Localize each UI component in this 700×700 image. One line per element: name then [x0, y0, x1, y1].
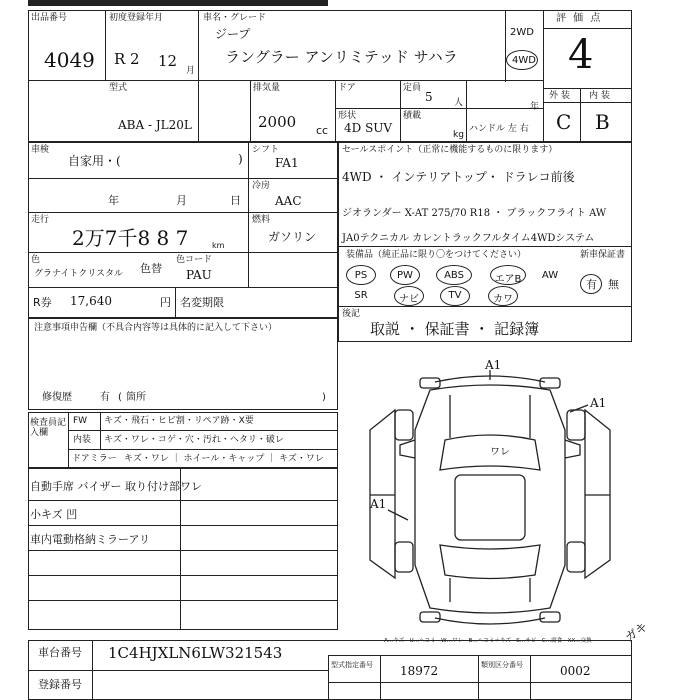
equip-pw[interactable]: PW — [397, 270, 413, 281]
mileage-label: 走行 — [31, 215, 50, 225]
month-sub-label: 月 — [176, 194, 187, 207]
inspection-label: 車検 — [31, 145, 50, 155]
recycle-yen: 円 — [160, 296, 171, 309]
repair-have: 有 — [100, 392, 110, 403]
fuel-label: 燃料 — [252, 215, 271, 225]
circle-navi — [394, 286, 424, 306]
cat-no-label: 類別区分番号 — [481, 661, 523, 669]
listing-no: 4049 — [44, 48, 95, 72]
inspect-row-3-value: キズ・ワレ ｜ ホイール・キャップ ｜ キズ・ワレ — [124, 454, 324, 464]
form-no: 18972 — [400, 664, 439, 678]
ext-grade: C — [556, 110, 572, 134]
inspect-row-2-value: キズ・ワレ・コゲ・穴・汚れ・ヘタリ・破レ — [104, 435, 284, 445]
circle-tv — [440, 286, 470, 306]
int-label: 内 装 — [589, 91, 610, 101]
note-2: 小キズ 凹 — [30, 508, 78, 521]
sales-line-2: ジオランダー X-AT 275/70 R18 ・ ブラックフライト AW — [342, 208, 607, 219]
sales-line-1: 4WD ・ インテリアトップ・ ドラレコ前後 — [342, 170, 575, 184]
score-label: 評 価 点 — [556, 13, 603, 24]
year-sub-label: 年 — [108, 194, 119, 207]
capacity-unit: 人 — [454, 98, 464, 108]
score: 4 — [568, 32, 594, 78]
int-grade: B — [595, 110, 610, 134]
post-value: 取説 ・ 保証書 ・ 記録簿 — [370, 320, 540, 338]
model-label: 型式 — [109, 83, 128, 93]
equip-navi[interactable]: ナビ — [399, 294, 419, 305]
shape: 4D SUV — [344, 121, 393, 135]
name-change-label: 名変期限 — [180, 296, 224, 309]
shift-label: シフト — [252, 145, 280, 155]
doors-label: ドア — [338, 83, 356, 93]
weight-label: 積載 — [403, 111, 422, 121]
sales-line-3: JA0テクニカル カレントラックフルタイム4WDシステム — [342, 233, 595, 244]
repair-place: 箇所 — [126, 392, 146, 403]
capacity-label: 定員 — [403, 83, 422, 93]
reg-label: 登録番号 — [38, 678, 82, 691]
form-no-label: 型式指定番号 — [331, 661, 373, 669]
warranty-yes[interactable]: 有 — [586, 278, 597, 291]
inspection-paren: ) — [238, 152, 243, 166]
cat-no: 0002 — [560, 664, 591, 678]
shape-label: 形状 — [338, 111, 357, 121]
mark-front: A1 — [485, 358, 502, 372]
displacement-label: 排気量 — [253, 83, 281, 93]
handle-label: ハンドル 左 右 — [469, 124, 529, 134]
recycle-value: 17,640 — [70, 294, 112, 308]
inspect-row-1-value: キズ・飛石・ヒビ割・リペア跡・X要 — [104, 416, 254, 426]
circle-airbag — [490, 265, 526, 285]
warranty-no[interactable]: 無 — [608, 278, 619, 291]
year-label: 年 — [530, 102, 540, 112]
mileage-unit: km — [212, 241, 225, 250]
inspect-label: 検査員記入欄 — [30, 418, 67, 438]
car-name-label: 車名・グレード — [203, 13, 267, 23]
equip-sr[interactable]: SR — [354, 290, 368, 301]
equip-airbag[interactable]: エアB — [494, 274, 522, 285]
first-reg-label: 初度登録年月 — [109, 13, 164, 23]
circle-pw — [390, 265, 420, 285]
defects-label: 注意事項申告欄（不具合内容等は具体的に記入して下さい） — [34, 323, 278, 333]
repair-paren-close: ) — [322, 392, 326, 403]
weight-unit: kg — [453, 130, 464, 140]
circle-warranty-yes — [580, 274, 602, 294]
ac-value: AAC — [275, 194, 302, 208]
note-3: 車内電動格納ミラーアリ — [30, 533, 151, 546]
color-change-label: 色替 — [140, 262, 162, 275]
first-reg-month: 12 — [158, 52, 178, 70]
equip-label: 装備品（純正品に限り〇をつけてください） — [346, 250, 527, 260]
header-strip — [28, 0, 328, 6]
car-name: ジープ — [215, 27, 251, 41]
equip-aw[interactable]: AW — [541, 270, 559, 281]
sales-points-label: セールスポイント（正常に機能するものに限ります） — [342, 145, 558, 155]
recycle-label: R券 — [33, 296, 52, 309]
equip-abs[interactable]: ABS — [444, 270, 464, 281]
equip-tv[interactable]: TV — [448, 290, 462, 301]
mark-right: A1 — [590, 396, 607, 410]
model: ABA - JL20L — [118, 118, 192, 132]
mileage: 2万7千8 8 7 — [72, 226, 189, 250]
mark-corner: ガキ — [622, 619, 651, 645]
displacement: 2000 — [258, 113, 297, 131]
color-label: 色 — [31, 255, 41, 265]
inspection-value: 自家用・( — [68, 154, 121, 168]
repair-paren-open: ( — [118, 392, 122, 403]
chassis-label: 車台番号 — [38, 646, 82, 659]
equip-ps[interactable]: PS — [354, 270, 368, 281]
shift-value: FA1 — [275, 156, 299, 170]
circle-ps — [346, 265, 376, 285]
drive-2wd: 2WD — [510, 27, 534, 38]
diagram-legend: A…キズ U…へコミ W…ワレ B…ヘコミ＋キズ S…サビ C…腐食 XX…交換 — [384, 638, 592, 644]
chassis-value: 1C4HJXLN6LW321543 — [108, 644, 283, 662]
note-1: 自動手席 バイザー 取り付け部ワレ — [30, 480, 202, 493]
new-warranty-label: 新車保証書 — [580, 250, 626, 260]
fuel-value: ガソリン — [268, 230, 317, 244]
circle-leather — [488, 286, 518, 306]
color-value: グラナイトクリスタル — [34, 269, 124, 279]
ac-label: 冷房 — [252, 181, 271, 191]
inspect-row-3: ドアミラー — [72, 454, 117, 464]
capacity: 5 — [425, 90, 433, 104]
first-reg-era: R 2 — [114, 50, 140, 68]
drive-4wd-circle — [506, 50, 538, 70]
post-label: 後記 — [342, 309, 361, 319]
mark-left: A1 — [370, 497, 387, 511]
listing-no-label: 出品番号 — [31, 13, 68, 23]
inspect-row-1-key: FW — [73, 416, 88, 426]
first-reg-month-unit: 月 — [186, 66, 196, 76]
equip-leather[interactable]: カワ — [493, 294, 513, 305]
inspect-row-2-key: 内装 — [73, 435, 92, 445]
repair-label: 修復歴 — [42, 392, 72, 403]
day-sub-label: 日 — [230, 194, 241, 207]
ext-label: 外 装 — [549, 91, 570, 101]
mark-hood: ワレ — [490, 447, 510, 458]
grade: ラングラー アンリミテッド サハラ — [225, 48, 458, 66]
drive-4wd: 4WD — [512, 55, 536, 66]
color-code: PAU — [186, 268, 212, 282]
circle-abs — [436, 265, 472, 285]
color-code-label: 色コード — [176, 255, 213, 265]
displacement-unit: cc — [316, 124, 329, 137]
